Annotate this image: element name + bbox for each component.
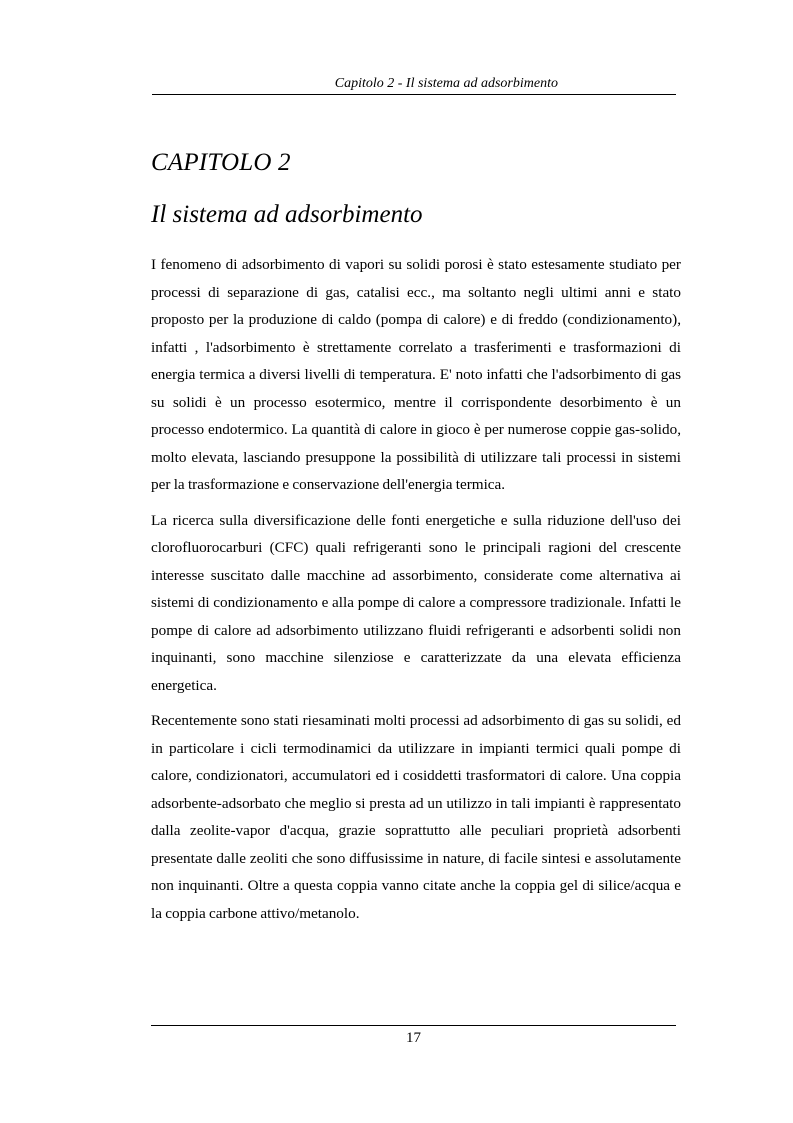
running-header bbox=[152, 74, 676, 95]
body-text bbox=[151, 251, 681, 935]
page-number: 17 bbox=[406, 1030, 421, 1046]
paragraph-1: I fenomeno di adsorbimento di vapori su solidi porosi è stato estesamente studiato per processi di separazione di gas, catalisi ecc., ma soltanto negli ultimi anni e stato proposto per la produzione di caldo (pompa di calore) e di freddo (condizionamento), infatti , l'adsorbimento è strettamente correlato a trasferimenti e trasformazioni di energia termica a diversi livelli di temperatura. E' noto infatti che l'adsorbimento di gas su solidi è un processo esotermico, mentre il corrispondente desorbimento è un processo endotermico. La quantità di calore in gioco è per numerose coppie gas-solido, molto elevata, lasciando presuppone la possibilità di utilizzare tali processi in sistemi per la trasformazione e conservazione dell'energia termica. bbox=[151, 256, 681, 493]
chapter-title: Il sistema ad adsorbimento bbox=[151, 201, 423, 228]
page-footer bbox=[151, 1025, 676, 1047]
paragraph-2: La ricerca sulla diversificazione delle fonti energetiche e sulla riduzione dell'uso dei clorofluorocarburi (CFC) quali refrigeranti sono le principali ragioni del crescente interesse suscitato dalle macchine ad assorbimento, considerate come alternativa ai sistemi di condizionamento e alla pompe di calore a compressore tradizionale. Infatti le pompe di calore ad adsorbimento utilizzano fluidi refrigeranti e adsorbenti solidi non inquinanti, sono macchine silenziose e caratterizzate da una elevata efficienza energetica. bbox=[151, 511, 681, 694]
paragraph-3: Recentemente sono stati riesaminati molti processi ad adsorbimento di gas su solidi, ed in particolare i cicli termodinamici da utilizzare in impianti termici quali pompe di calore, condizionatori, accumulatori ed i cosiddetti trasformatori di calore. Una coppia adsorbente-adsorbato che meglio si presta ad un utilizzo in tali impianti è rappresentato dalla zeolite-vapor d'acqua, grazie soprattutto alle peculiari proprietà adsorbenti presentate dalle zeoliti che sono diffusissime in nature, di facile sintesi e assolutamente non inquinanti. Oltre a questa coppia vanno citate anche la coppia gel di silice/acqua e la coppia carbone attivo/metanolo. bbox=[151, 712, 681, 922]
running-header-title: Capitolo 2 - Il sistema ad adsorbimento bbox=[334, 76, 558, 91]
chapter-label: CAPITOLO 2 bbox=[151, 149, 291, 176]
